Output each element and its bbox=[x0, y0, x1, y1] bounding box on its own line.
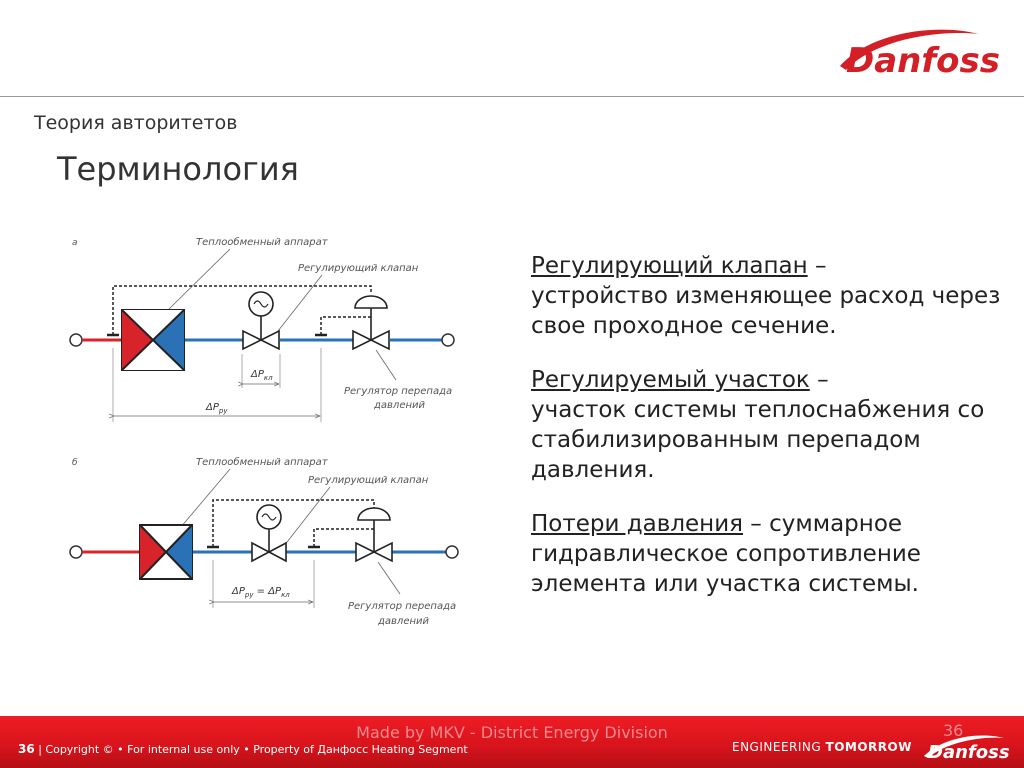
term-control-valve: Регулирующий клапан bbox=[531, 253, 808, 279]
control-valve-a bbox=[243, 292, 279, 349]
diagram-a-valve-label: Регулирующий клапан bbox=[298, 263, 419, 274]
pressure-regulator-b bbox=[356, 508, 392, 561]
pressure-regulator-a bbox=[353, 296, 389, 349]
authority-diagrams bbox=[60, 228, 490, 648]
heat-exchanger-a bbox=[122, 310, 184, 370]
tagline: ENGINEERING TOMORROW bbox=[732, 740, 912, 754]
diagram-a bbox=[70, 236, 454, 422]
svg-text:Регулятор перепада: Регулятор перепада bbox=[348, 601, 457, 612]
header-rule bbox=[0, 96, 1024, 97]
svg-text:Регулятор перепада: Регулятор перепада bbox=[344, 386, 453, 397]
diagram-a-label: а bbox=[72, 238, 78, 248]
footer-danfoss-logo bbox=[920, 730, 1010, 763]
svg-text:Danfoss: Danfoss bbox=[846, 41, 1000, 81]
diagram-a-heat-exchanger-label: Теплообменный аппарат bbox=[196, 237, 328, 248]
page-title: Терминология bbox=[57, 150, 299, 188]
svg-text:давлений: давлений bbox=[378, 616, 430, 627]
diagram-b bbox=[70, 456, 458, 627]
diagram-b-valve-label: Регулирующий клапан bbox=[308, 475, 429, 486]
svg-text:давлений: давлений bbox=[374, 400, 426, 411]
page-number-faint: 36 bbox=[943, 721, 964, 740]
svg-text:Danfoss: Danfoss bbox=[928, 742, 1010, 763]
svg-text:ΔPкл: $\Delta P_{кл}$ bbox=[251, 369, 273, 382]
diagram-b-heat-exchanger-label: Теплообменный аппарат bbox=[196, 457, 328, 468]
copyright-text: 36 | Copyright © • For internal use only • Property of Данфосс Heating Segment bbox=[18, 742, 468, 756]
control-valve-b bbox=[252, 505, 286, 561]
definition-pressure-loss: Потери давления – суммарное гидравлическое сопротивление элемента или участка системы. bbox=[531, 511, 921, 597]
definitions bbox=[531, 251, 1001, 623]
diagram-b-label: б bbox=[72, 458, 78, 468]
section-title: Теория авторитетов bbox=[34, 112, 238, 134]
svg-text:ΔPру: $\Delta P_{ру}$ bbox=[206, 402, 228, 415]
term-regulated-section: Регулируемый участок bbox=[531, 367, 810, 393]
term-pressure-loss: Потери давления bbox=[531, 511, 743, 537]
page-number: 36 bbox=[18, 742, 35, 756]
svg-text:ΔPру = ΔPкл: $\Delta P_{ру} = \Delta P_{кл}$ bbox=[232, 586, 290, 599]
definition-control-valve: Регулирующий клапан – устройство изменяющее расход через свое проходное сечение. bbox=[531, 253, 1001, 339]
danfoss-logo bbox=[832, 20, 1000, 82]
heat-exchanger-b bbox=[140, 525, 192, 579]
made-by-text: Made by MKV - District Energy Division bbox=[356, 723, 668, 742]
definition-regulated-section: Регулируемый участок – участок системы теплоснабжения со стабилизированным перепадом давления. bbox=[531, 367, 985, 483]
